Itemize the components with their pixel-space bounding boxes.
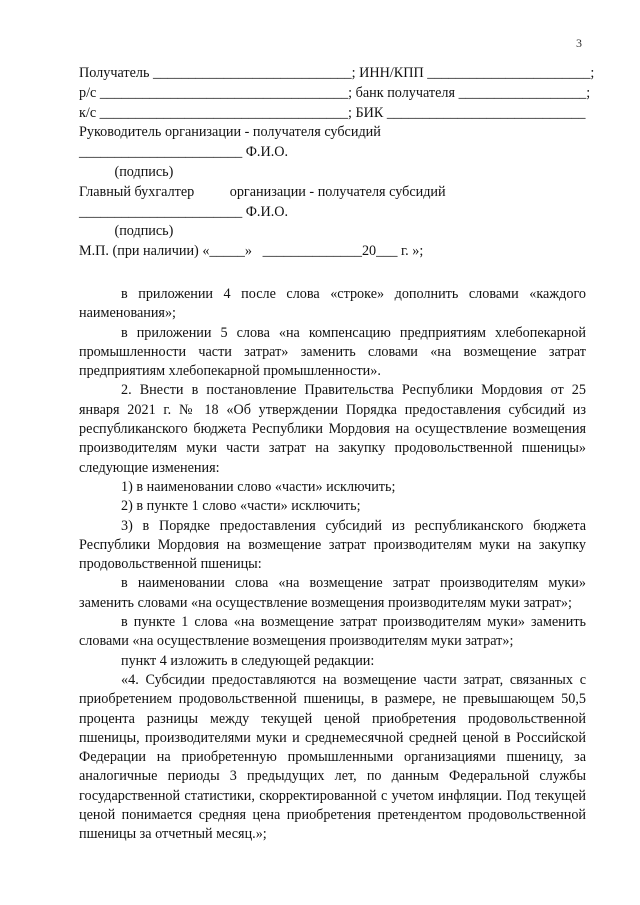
page-number: 3 [576,36,582,50]
correspondent-account-line: к/с ___________________________________; БИК ____________________________ [79,104,586,121]
accountant-signature-caption: (подпись) [79,223,174,240]
payment-details-form [79,64,595,262]
paragraph: в наименовании слова «на возмещение затрат производителям муки» заменить словами «на осуществление возмещения производителям муки затрат»; [79,575,586,611]
head-of-organization-line: Руководитель организации - получателя субсидий [79,124,381,141]
chief-accountant-line: Главный бухгалтер организации - получателя субсидий [79,183,446,200]
paragraph: «4. Субсидии предоставляются на возмещение части затрат, связанных с приобретением продовольственной пшеницы, в размере, не превышающем 50,5 процента разницы между текущей ценой приобретения продовольственной пшеницы, производителями муки и среднемесячной средней ценой в Российской Федерации на приобретенную промышленными организациями пшеницу, за аналогичные периоды 3 предыдущих лет, по данным Федеральной службы государственной статистики, скорректированной с учетом инфляции. Под текущей ценой понимается средняя цена приобретения претендентом продовольственной пшеницы за отчетный месяц.»; [79,671,586,843]
paragraph: 2. Внести в постановление Правительства Республики Мордовия от 25 января 2021 г. № 18 «Об утверждении Порядка предоставления субсидий из республиканского бюджета Республики Мордовия на осуществление возмещения производителям муки части затрат на закупку продовольственной пшеницы» следующие изменения: [79,382,586,476]
account-line: р/с ___________________________________; банк получателя __________________; [79,84,591,101]
paragraph: в пункте 1 слова «на возмещение затрат производителям муки» заменить словами «на осуществление возмещения производителям муки затрат»; [79,614,586,650]
head-signature-caption: (подпись) [79,163,174,180]
paragraph: 3) в Порядке предоставления субсидий из республиканского бюджета Республики Мордовия на возмещение затрат производителям муки на закупку продовольственной пшеницы: [79,517,586,573]
accountant-signature-line: _______________________ Ф.И.О. [79,203,289,220]
head-signature-line: _______________________ Ф.И.О. [79,144,289,161]
document-body [79,285,586,845]
stamp-date-line: М.П. (при наличии) «_____» ______________20___ г. »; [79,243,424,260]
recipient-line: Получатель ____________________________; ИНН/КПП _______________________; [79,65,595,81]
paragraph: пункт 4 изложить в следующей редакции: [121,652,375,669]
paragraph: в приложении 5 слова «на компенсацию предприятиям хлебопекарной промышленности части затрат» заменить словами «на возмещение затрат предприятиям хлебопекарной промышленности». [79,324,586,380]
paragraph: 2) в пункте 1 слово «части» исключить; [121,498,361,515]
paragraph: в приложении 4 после слова «строке» дополнить словами «каждого наименования»; [79,286,586,322]
paragraph: 1) в наименовании слово «части» исключить; [121,478,396,495]
